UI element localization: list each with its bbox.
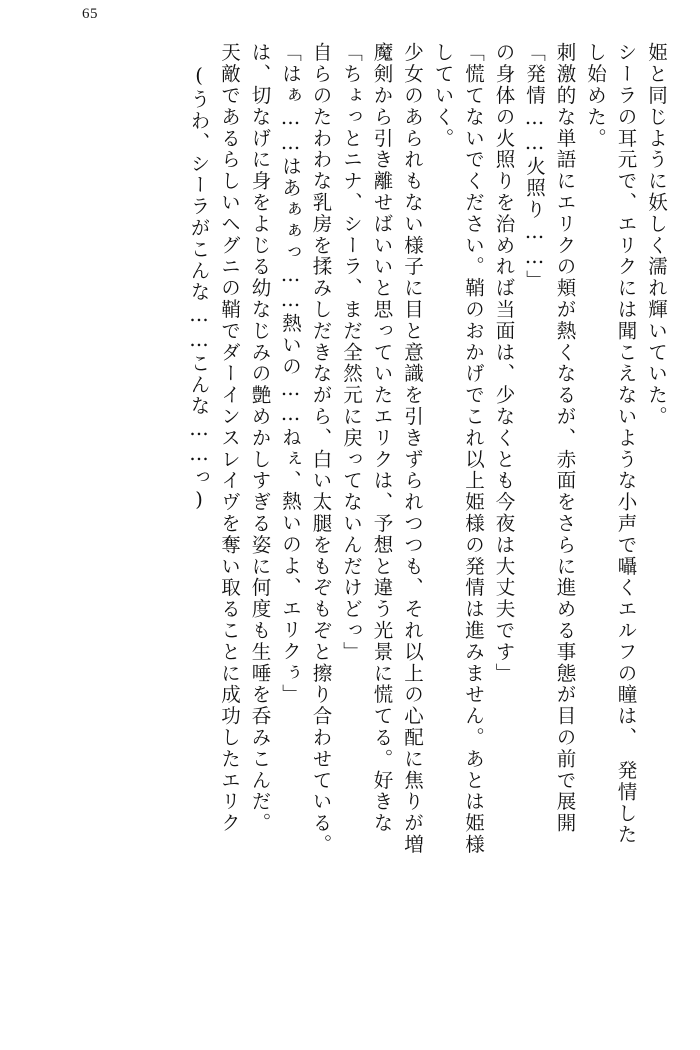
text-line: の身体の火照りを治めれば当面は、少なくとも今夜は大丈夫です」 — [492, 42, 516, 684]
text-line: 刺激的な単語にエリクの頬が熱くなるが、赤面をさらに進める事態が目の前で展開 — [553, 42, 577, 834]
text-line: 自らのたわわな乳房を揉みしだきながら、白い太腿をもぞもぞと擦り合わせている。 — [309, 42, 333, 856]
text-line: 「ちょっとニナ、シーラ、まだ全然元に戻ってないんだけどっ」 — [340, 42, 363, 663]
text-line: 「発情……火照り……」 — [523, 42, 546, 292]
text-line: は、切なげに身をよじる幼なじみの艶めかしすぎる姿に何度も生唾を呑みこんだ。 — [248, 42, 272, 834]
vertical-text-block — [34, 42, 666, 1002]
text-line: し始めた。 — [584, 42, 607, 149]
text-line: していく。 — [431, 42, 455, 149]
text-line: 姫と同じように妖しく濡れ輝いていた。 — [645, 42, 668, 428]
text-line: 魔剣から引き離せばいいと思っていたエリクは、予想と違う光景に慌てる。好きな — [370, 42, 394, 834]
text-line: (うわ、シーラがこんな……こんな……っ) — [187, 64, 211, 513]
text-line: 少女のあられもない様子に目と意識を引きずられつつも、それ以上の心配に焦りが増 — [401, 42, 424, 856]
text-line: 「慌てないでください。鞘のおかげでこれ以上姫様の発情は進みません。あとは姫様 — [462, 42, 485, 856]
text-line: 「はぁ……はあぁぁっ……熱いの……ねぇ、熱いのよ、エリクぅ」 — [279, 42, 302, 705]
page-number: 65 — [82, 6, 98, 22]
text-line: シーラの耳元で、エリクには聞こえないような小声で囁くエルフの瞳は、 発情した — [614, 42, 638, 846]
text-line: 天敵であるらしいヘグニの鞘でダーインスレイヴを奪い取ることに成功したエリク — [218, 42, 241, 834]
